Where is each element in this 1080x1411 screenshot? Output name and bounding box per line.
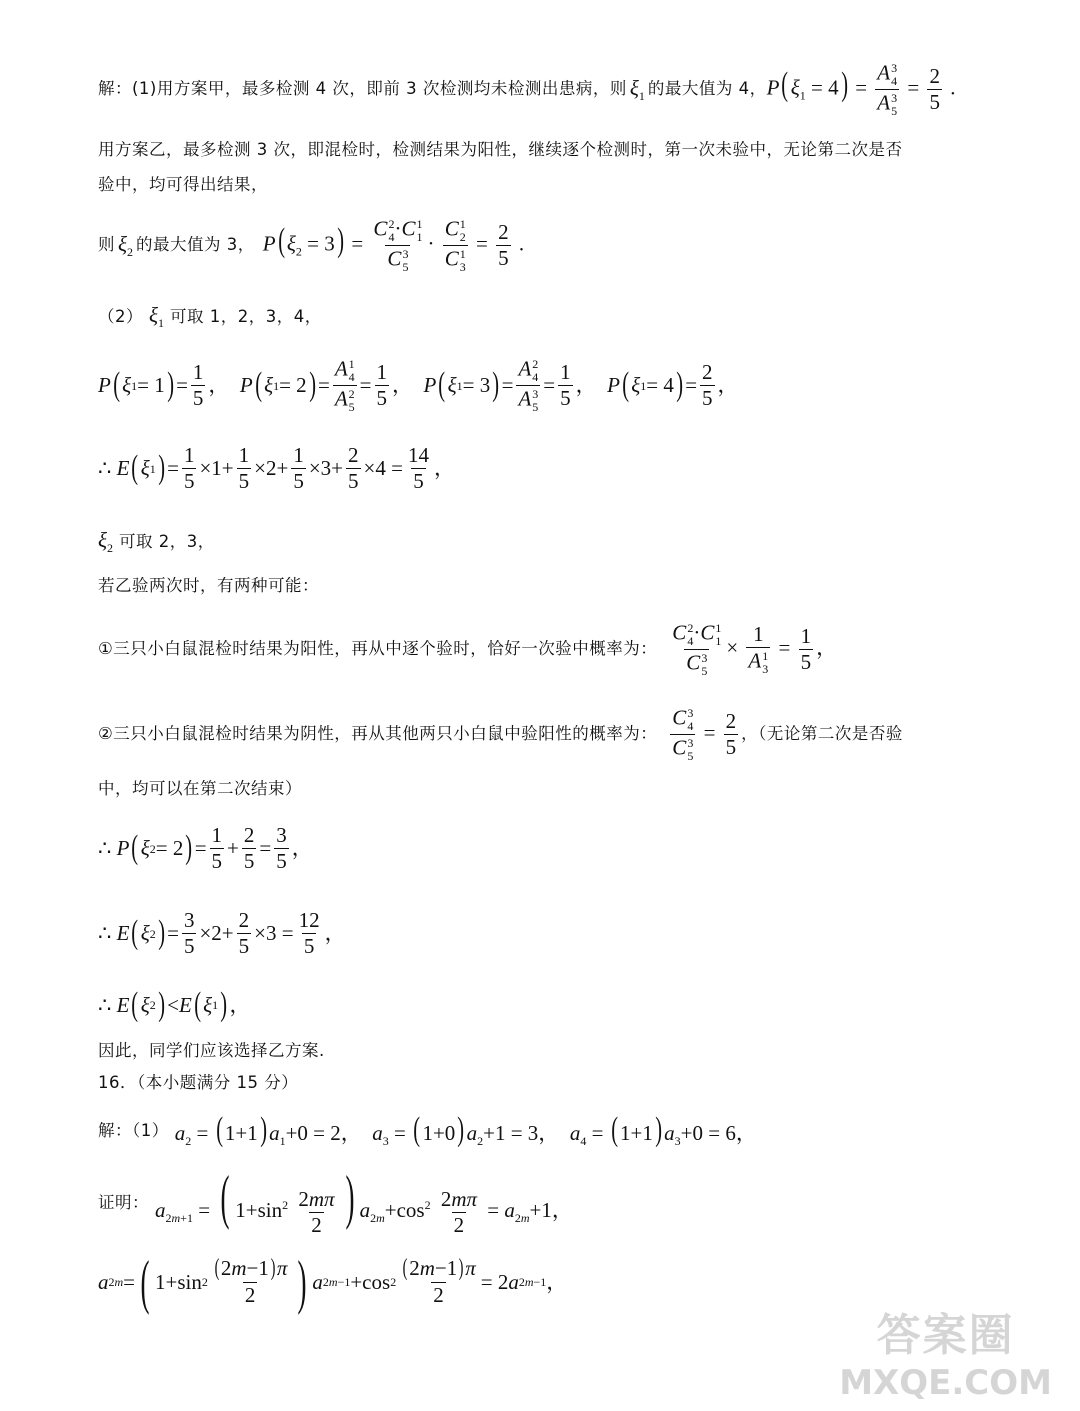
text: 解：(1)用方案甲，最多检测 4 次，即前 3 次检测均未检测出患病，则 — [98, 79, 627, 99]
line-3: 验中，均可得出结果， — [98, 175, 268, 194]
line-14: ∴ E ( ξ 2 ) = $\frac{3}{5}$ ×2+ $\frac{2}{5}$ ×3 = $\frac{12}{5}$ ， — [98, 908, 346, 958]
formula: P( $\xi_2 = 3$) = C 2 4 ·C 1 1 C 3 5 · C 1 2 C 1 3 = $\frac{2}{5}$ . — [262, 216, 525, 274]
line-19: 证明： $a_{2m+1}$ = ( $1+\sin^2$ $\frac{2m\pi}{2}$ ) $a_{2m}+\cos^2$ $\frac{2m\pi}{2}$ = $a_{2m}+1$， — [98, 1164, 573, 1237]
line-12: 中，均可以在第二次结束） — [98, 779, 302, 798]
line-7: ∴ E ( ξ 1 ) = $\frac{1}{5}$ ×1+ $\frac{1}{5}$ ×2+ $\frac{1}{5}$ ×3+ $\frac{2}{5}$ ×4 = $\frac{14}{5}$ ， — [98, 443, 455, 493]
line-10: ①三只小白鼠混检时结果为阳性，再从中逐个验时，恰好一次验中概率为： C 2 4 ·C 1 1 C 3 5 × 1 A 1 3 = $\frac{1}{5}$ ， — [98, 620, 838, 678]
line-1: 解：(1)用方案甲，最多检测 4 次，即前 3 次检测均未检测出患病，则 $\xi_1$ 的最大值为 4， P( $\xi_1 = 4$) = A 3 4 A 3 5 = $\frac{2}{5}$ . — [98, 60, 956, 118]
line-8: $\xi_2$ 可取 2，3， — [98, 528, 215, 556]
text: 的最大值为 4， — [647, 79, 767, 99]
line-6: P ( ξ 1 = 1 ) = $\frac{1}{5}$ ， P ( ξ 1 = 2 ) = A 1 4 A 2 5 = $\frac{1}{5}$ ， P ( ξ 1 = 3 ) = A 2 4 A 3 5 = $\frac{1}{5}$ ， P ( ξ 1 = 4 ) = $\frac{2}{5}$ ， — [98, 356, 739, 414]
line-13: ∴ P ( ξ 2 = 2 ) = $\frac{1}{5}$ + $\frac{2}{5}$ = $\frac{3}{5}$ ， — [98, 823, 313, 873]
line-18: 解：（1） $a_2$ = ( 1+1) $a_1+0 = 2$， $a_3$ = ( 1+0) $a_2+1 = 3$， $a_4$ = ( 1+1) $a_3+0 = 6$， — [98, 1111, 757, 1149]
line-2: 用方案乙，最多检测 3 次，即混检时，检测结果为阳性，继续逐个检测时，第一次未验中，无论第二次是否 — [98, 140, 903, 159]
watermark-en: MXQE.COM — [839, 1363, 1052, 1403]
line-4: 则 $\xi_2$ 的最大值为 3， P( $\xi_2 = 3$) = C 2 4 ·C 1 1 C 3 5 · C 1 2 C 1 3 = $\frac{2}{5}$ . — [98, 216, 525, 274]
formula: P( $\xi_1 = 4$) = A 3 4 A 3 5 = $\frac{2}{5}$ . — [766, 60, 956, 118]
line-5: （2） $\xi_1$ 可取 1，2，3，4， — [98, 303, 322, 331]
line-9: 若乙验两次时，有两种可能： — [98, 576, 319, 595]
line-17: 16．（本小题满分 15 分） — [98, 1073, 299, 1092]
line-15: ∴ E ( ξ 2 ) < E ( ξ 1 ) ， — [98, 986, 251, 1023]
watermark-logo — [839, 1299, 1052, 1403]
line-20: a 2m = ( 1+sin 2 $\frac{(2m-1)\pi}{2}$ ) a 2m−1 +cos 2 $\frac{(2m-1)\pi}{2}$ = 2 a 2m−1 ， — [98, 1249, 568, 1315]
line-16: 因此，同学们应该选择乙方案. — [98, 1041, 325, 1060]
line-11: ②三只小白鼠混检时结果为阴性，再从其他两只小白鼠中验阳性的概率为： C 3 4 C 3 5 = $\frac{2}{5}$ ，（无论第二次是否验 — [98, 705, 903, 763]
watermark-cn: 答案圈 — [876, 1310, 1015, 1361]
